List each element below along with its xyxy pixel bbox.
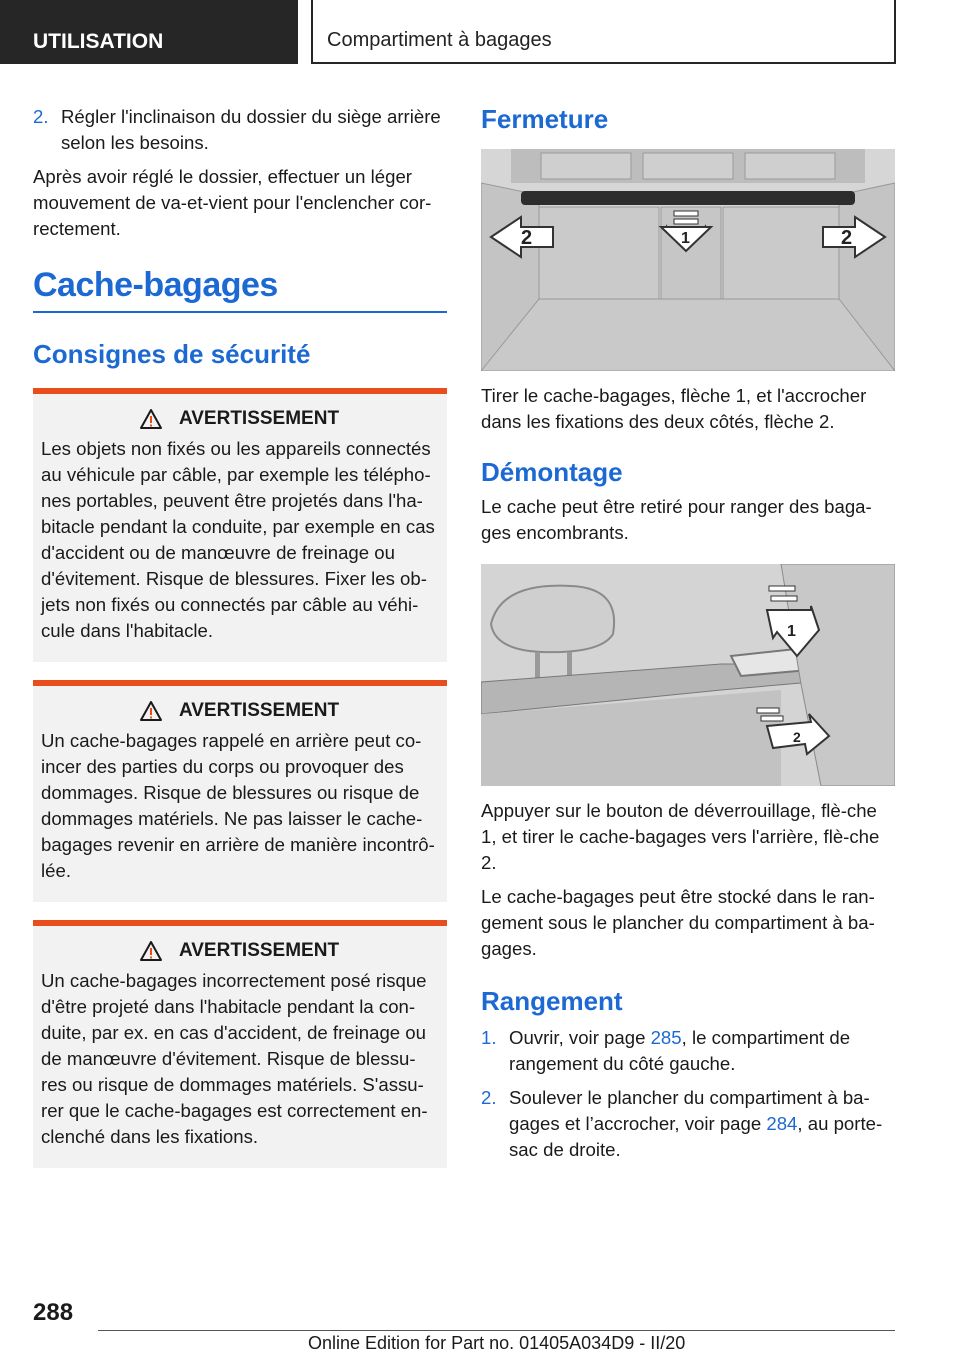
arrow-label: 1 bbox=[681, 230, 690, 247]
step-item bbox=[33, 104, 447, 156]
paragraph: Après avoir réglé le dossier, effectuer un léger mouvement de va-et-vient pour l'enclencher cor-rectement. bbox=[33, 166, 432, 239]
arrow-label: 2 bbox=[521, 227, 533, 249]
warning-triangle-icon bbox=[139, 940, 163, 962]
warning-title: AVERTISSEMENT bbox=[178, 408, 340, 429]
arrow-label: 2 bbox=[841, 227, 853, 249]
right-column bbox=[481, 104, 895, 1171]
edition-note: Online Edition for Part no. 01405A034D9 - II/20 bbox=[308, 1333, 686, 1353]
step-number: 1. bbox=[481, 1027, 497, 1048]
cargo-cover-removal-illustration bbox=[481, 564, 895, 786]
footer-divider bbox=[98, 1330, 895, 1331]
warning-text: Un cache-bagages incorrectement posé risque d'être projeté dans l'habitacle pendant la con-duite, par ex. en cas d'accident, de freinage ou de manœuvre d'évitement. Risque de blessu-res ou risque de dommages matériels. S'assu-rer que le cache-bagages est correctement en-clenché dans les fixations. bbox=[41, 970, 428, 1147]
step-text-part: , au porte-sac de droite. bbox=[509, 1113, 883, 1160]
step-number: 2. bbox=[33, 106, 49, 127]
warning-box bbox=[33, 680, 447, 902]
step-item bbox=[481, 1085, 895, 1163]
step-text-part: Ouvrir, voir page bbox=[509, 1027, 651, 1048]
subsection-title: Rangement bbox=[481, 986, 623, 1016]
step-text: Régler l'inclinaison du dossier du siège arrière selon les besoins. bbox=[61, 106, 441, 153]
warning-header bbox=[41, 700, 437, 722]
warning-triangle-icon bbox=[139, 700, 163, 722]
cargo-cover-figure bbox=[481, 149, 895, 371]
paragraph: Le cache peut être retiré pour ranger des baga-ges encombrants. bbox=[481, 496, 872, 543]
subsection-title: Fermeture bbox=[481, 104, 609, 134]
warning-text: Les objets non fixés ou les appareils connectés au véhicule par câble, par exemple les télépho-nes portables, peuvent être projetés dans l'ha-bitacle pendant la conduite, par exemple en cas d'accident ou de manœuvre de freinage ou d'évitement. Risque de blessures. Fixer les ob-jets non fixés ou connectés par câble au véhi-cule dans l'habitacle. bbox=[41, 438, 435, 641]
step-text bbox=[509, 1025, 895, 1077]
arrow-label: 2 bbox=[793, 729, 801, 745]
step-item bbox=[481, 1025, 895, 1077]
cargo-cover-removal-figure bbox=[481, 564, 895, 786]
page-link[interactable]: 285 bbox=[650, 1027, 682, 1048]
subsection-title: Consignes de sécurité bbox=[33, 339, 311, 369]
section-title: Cache-bagages bbox=[33, 266, 447, 313]
warning-box bbox=[33, 920, 447, 1168]
warning-box bbox=[33, 388, 447, 662]
paragraph: Le cache-bagages peut être stocké dans le ran-gement sous le plancher du compartiment à ba-gages. bbox=[481, 886, 875, 959]
warning-triangle-icon bbox=[139, 408, 163, 430]
cargo-cover-illustration bbox=[481, 149, 895, 371]
subsection-title: Démontage bbox=[481, 457, 623, 487]
page-link[interactable]: 284 bbox=[766, 1113, 798, 1134]
warning-header bbox=[41, 408, 437, 430]
step-number: 2. bbox=[481, 1087, 497, 1108]
paragraph: Tirer le cache-bagages, flèche 1, et l'accrocher dans les fixations des deux côtés, flèche 2. bbox=[481, 385, 867, 432]
page-number: 288 bbox=[33, 1299, 74, 1326]
warning-text: Un cache-bagages rappelé en arrière peut co-incer des parties du corps ou provoquer des dommages. Risque de blessures ou risque de dommages matériels. Ne pas laisser le cache-bagages revenir en arrière de manière incontrô-lée. bbox=[41, 730, 435, 881]
header-section-label: UTILISATION bbox=[0, 0, 298, 64]
arrow-label: 1 bbox=[787, 623, 796, 640]
step-text-part: Soulever le plancher du compartiment à ba-gages et l’accrocher, voir page bbox=[509, 1087, 870, 1134]
left-column bbox=[33, 104, 447, 1186]
warning-title: AVERTISSEMENT bbox=[178, 940, 340, 961]
step-text bbox=[509, 1085, 895, 1163]
warning-title: AVERTISSEMENT bbox=[178, 700, 340, 721]
header-chapter-title: Compartiment à bagages bbox=[311, 0, 896, 64]
step-text-part: , le compartiment de rangement du côté gauche. bbox=[509, 1027, 851, 1074]
warning-header bbox=[41, 940, 437, 962]
paragraph: Appuyer sur le bouton de déverrouillage, flè-che 1, et tirer le cache-bagages vers l'arrière, flè-che 2. bbox=[481, 800, 880, 873]
